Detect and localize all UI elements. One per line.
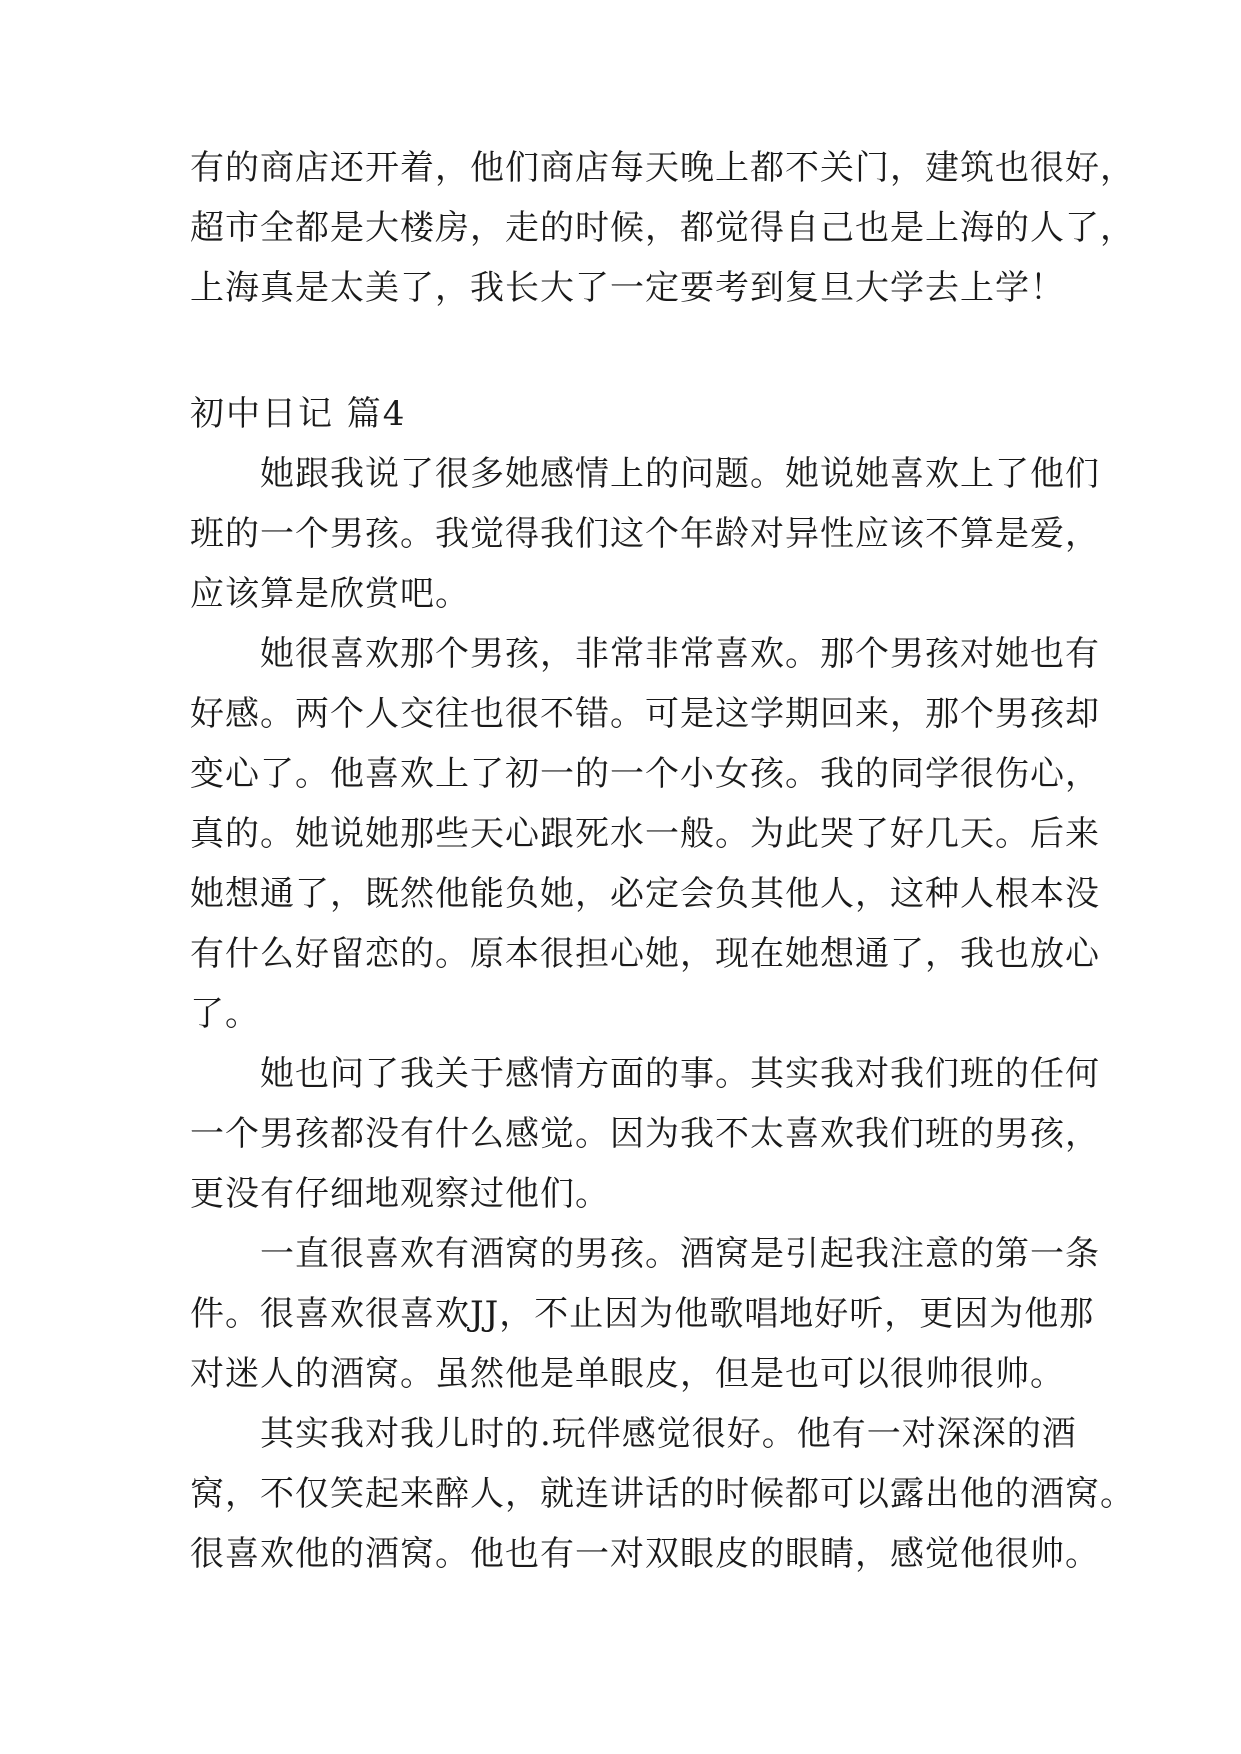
paragraph-line: 有什么好留恋的。原本很担心她，现在她想通了，我也放心 <box>190 934 1100 974</box>
paragraph-line: 应该算是欣赏吧。 <box>190 574 470 614</box>
paragraph-line: 了。 <box>190 994 260 1034</box>
paragraph-line: 她很喜欢那个男孩，非常非常喜欢。那个男孩对她也有 <box>190 634 1100 674</box>
paragraph-line: 真的。她说她那些天心跟死水一般。为此哭了好几天。后来 <box>190 814 1100 854</box>
paragraph-line: 一个男孩都没有什么感觉。因为我不太喜欢我们班的男孩， <box>190 1114 1100 1154</box>
paragraph-line: 更没有仔细地观察过他们。 <box>190 1174 610 1214</box>
paragraph-line: 对迷人的酒窝。虽然他是单眼皮，但是也可以很帅很帅。 <box>190 1354 1065 1394</box>
paragraph-line: 超市全都是大楼房，走的时候，都觉得自己也是上海的人了， <box>190 208 1135 248</box>
section-heading: 初中日记 篇4 <box>190 394 407 434</box>
paragraph-line: 很喜欢他的酒窝。他也有一对双眼皮的眼睛，感觉他很帅。 <box>190 1534 1100 1574</box>
paragraph-line: 上海真是太美了，我长大了一定要考到复旦大学去上学！ <box>190 268 1065 308</box>
paragraph-line: 好感。两个人交往也很不错。可是这学期回来，那个男孩却 <box>190 694 1100 734</box>
paragraph-line: 她跟我说了很多她感情上的问题。她说她喜欢上了他们 <box>190 454 1100 494</box>
paragraph-line: 有的商店还开着，他们商店每天晚上都不关门，建筑也很好， <box>190 148 1135 188</box>
paragraph-line: 她也问了我关于感情方面的事。其实我对我们班的任何 <box>190 1054 1100 1094</box>
paragraph-line: 窝，不仅笑起来醉人，就连讲话的时候都可以露出他的酒窝。 <box>190 1474 1135 1514</box>
paragraph-line: 变心了。他喜欢上了初一的一个小女孩。我的同学很伤心， <box>190 754 1100 794</box>
paragraph-line: 班的一个男孩。我觉得我们这个年龄对异性应该不算是爱， <box>190 514 1100 554</box>
paragraph-line: 一直很喜欢有酒窝的男孩。酒窝是引起我注意的第一条 <box>190 1234 1100 1274</box>
paragraph-line: 她想通了，既然他能负她，必定会负其他人，这种人根本没 <box>190 874 1100 914</box>
paragraph-line: 其实我对我儿时的.玩伴感觉很好。他有一对深深的酒 <box>190 1414 1077 1454</box>
paragraph-line: 件。很喜欢很喜欢JJ，不止因为他歌唱地好听，更因为他那 <box>190 1294 1095 1334</box>
